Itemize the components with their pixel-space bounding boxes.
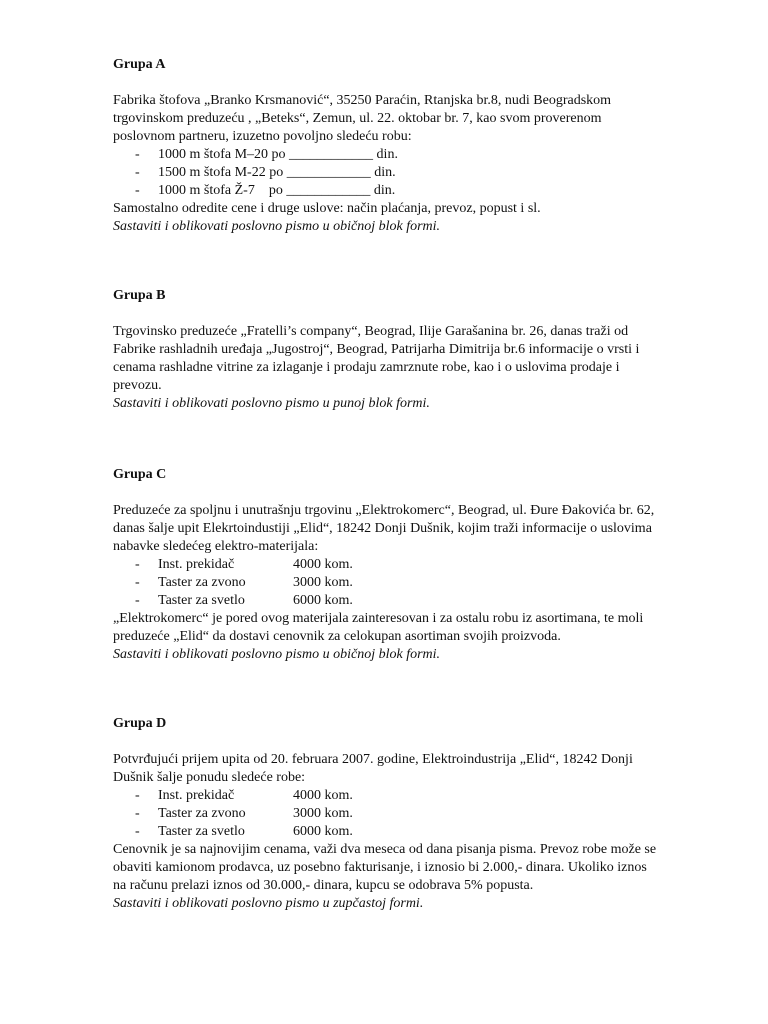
group-a [113, 56, 673, 236]
group-d [113, 715, 673, 913]
list-item: - Inst. prekidač 4000 kom. [135, 788, 353, 803]
group-d-outro: Cenovnik je sa najnovijim cenama, važi dva meseca od dana pisanja pisma. Prevoz robe može se obaviti kamionom prodavca, uz posebno fakturisanje, i iznosio bi 2.000,- dinara. Ukoliko iznos na računu prelazi iznos od 30.000,- dinara, kupcu se odobrava 5% popusta. [113, 842, 657, 893]
group-c-item-list [113, 556, 673, 610]
list-item: - Taster za svetlo 6000 kom. [135, 593, 353, 608]
group-d-task: Sastaviti i oblikovati poslovno pismo u zupčastoj formi. [113, 896, 424, 911]
list-item: - 1500 m štofa M-22 po ____________ din. [135, 165, 396, 180]
group-a-intro: Fabrika štofova „Branko Krsmanović“, 35250 Paraćin, Rtanjska br.8, nudi Beogradskom trgovinskom preduzeću , „Beteks“, Zemun, ul. 22. oktobar br. 7, kao svom proverenom poslovnom partneru, izuzetno povoljno sledeću robu: [113, 93, 612, 144]
list-item: - Taster za svetlo 6000 kom. [135, 824, 353, 839]
group-a-item-list [113, 146, 673, 200]
group-d-title: Grupa D [113, 716, 167, 731]
group-c-intro: Preduzeće za spoljnu i unutrašnju trgovinu „Elektrokomerc“, Beograd, ul. Đure Đakovića br. 62, danas šalje upit Elekrtoindustiji „Elid“, 18242 Donji Dušnik, kojim traži informacije o uslovima nabavke sledećeg elektro-materijala: [113, 503, 655, 554]
list-item: - 1000 m štofa Ž-7 po ____________ din. [135, 183, 396, 198]
group-b-intro: Trgovinsko preduzeće „Fratelli’s company“, Beograd, Ilije Garašanina br. 26, danas traži od Fabrike rashladnih uređaja „Jugostroj“, Beograd, Patrijarha Dimitrija br.6 informacije o vrsti i cenama rashladne vitrine za izlaganje i prodaju zamrznute robe, kao i o uslovima prodaje i prevozu. [113, 324, 640, 393]
list-item: - Taster za zvono 3000 kom. [135, 575, 353, 590]
list-item: - Inst. prekidač 4000 kom. [135, 557, 353, 572]
group-c [113, 466, 673, 664]
group-b [113, 287, 673, 413]
group-a-title: Grupa A [113, 57, 166, 72]
group-c-task: Sastaviti i oblikovati poslovno pismo u običnoj blok formi. [113, 647, 441, 662]
group-b-title: Grupa B [113, 288, 166, 303]
group-c-outro: „Elektrokomerc“ je pored ovog materijala zainteresovan i za ostalu robu iz asortimana, te moli preduzeće „Elid“ da dostavi cenovnik za celokupan asortiman svojih proizvoda. [113, 611, 644, 644]
group-d-item-list [113, 787, 673, 841]
group-a-task: Sastaviti i oblikovati poslovno pismo u običnoj blok formi. [113, 219, 441, 234]
group-a-outro: Samostalno odredite cene i druge uslove: način plaćanja, prevoz, popust i sl. [113, 201, 541, 216]
group-c-title: Grupa C [113, 467, 167, 482]
list-item: - 1000 m štofa M–20 po ____________ din. [135, 147, 398, 162]
list-item: - Taster za zvono 3000 kom. [135, 806, 353, 821]
group-b-task: Sastaviti i oblikovati poslovno pismo u punoj blok formi. [113, 396, 430, 411]
group-d-intro: Potvrđujući prijem upita od 20. februara 2007. godine, Elektroindustrija „Elid“, 18242 Donji Dušnik šalje ponudu sledeće robe: [113, 752, 633, 785]
